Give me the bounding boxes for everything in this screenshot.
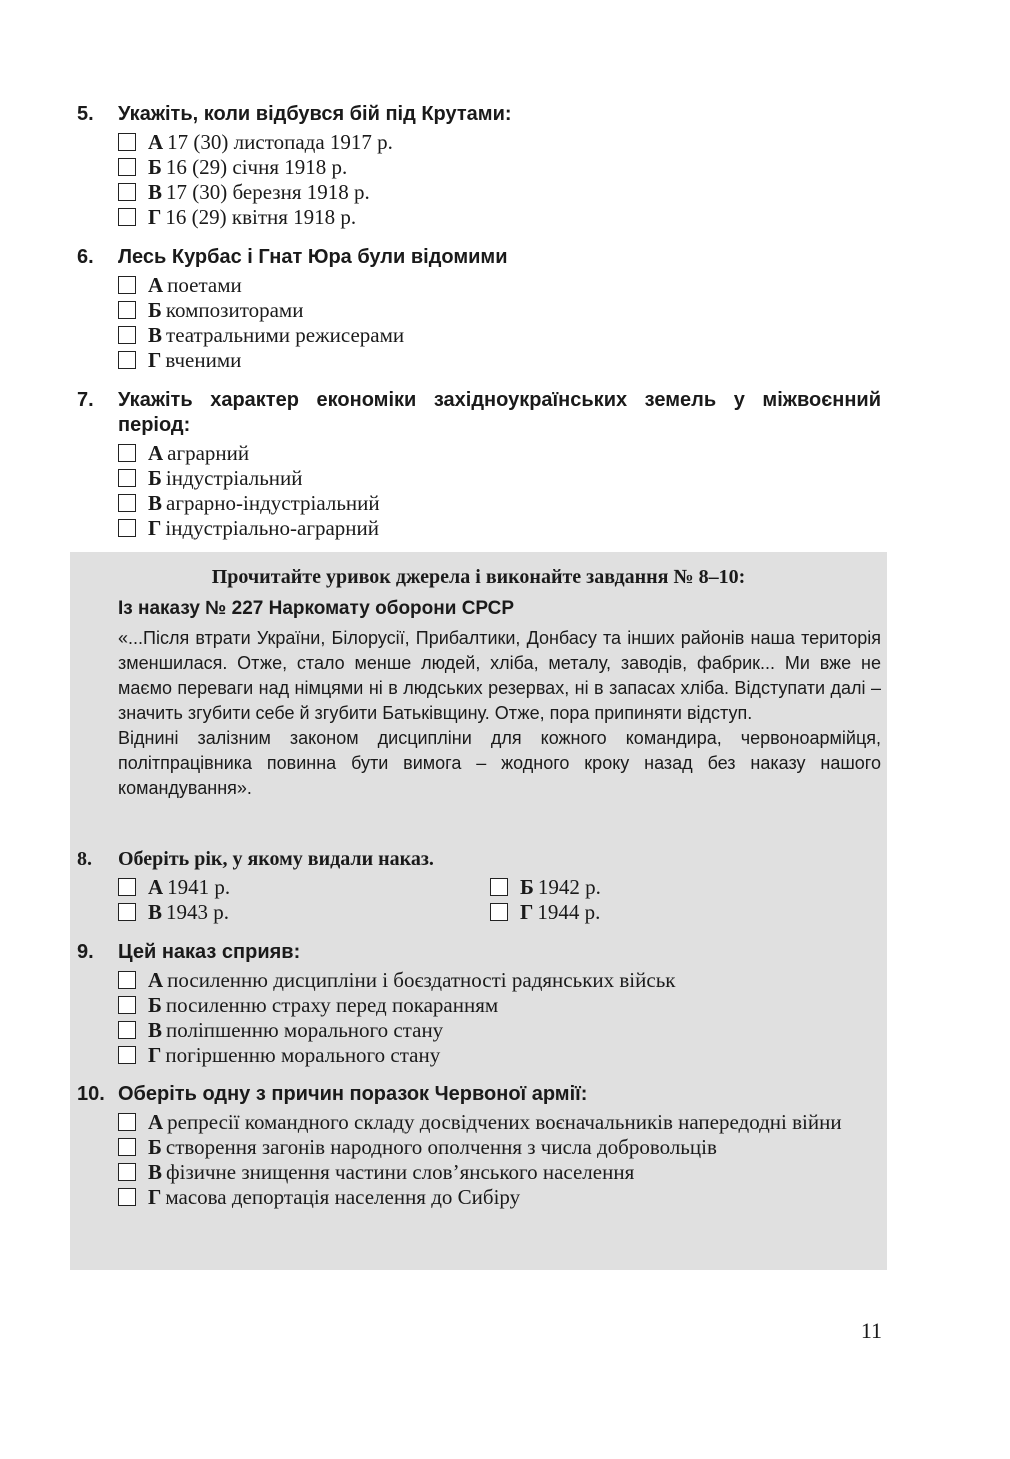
question-7 <box>77 388 881 541</box>
question-number: 7. <box>77 389 94 411</box>
checkbox[interactable] <box>118 276 136 294</box>
checkbox[interactable] <box>118 494 136 512</box>
answer-option-h[interactable]: Г масова депортація населення до Сибіру <box>118 1185 881 1210</box>
checkbox[interactable] <box>490 903 508 921</box>
answer-option-a[interactable]: А аграрний <box>118 441 881 466</box>
page-number: 11 <box>860 1318 882 1343</box>
checkbox[interactable] <box>118 301 136 319</box>
source-paragraph: Віднині залізним законом дисципліни для кожного командира, червоноармійця, політпрацівника повинна бути вимога – жодного кроку назад без наказу нашого командування». <box>118 728 881 798</box>
answer-option-h[interactable]: Г погіршенню морального стану <box>118 1043 881 1068</box>
question-text: Оберіть одну з причин поразок Червоної армії: <box>118 1083 588 1105</box>
answer-option-v[interactable]: В 17 (30) березня 1918 р. <box>118 180 881 205</box>
checkbox[interactable] <box>118 158 136 176</box>
checkbox[interactable] <box>118 1113 136 1131</box>
answer-option-v[interactable]: В театральними режисерами <box>118 323 881 348</box>
source-paragraph: «...Після втрати України, Білорусії, Прибалтики, Донбасу та інших районів наша територія зменшилася. Отже, стало менше людей, хліба, металу, заводів, фабрик... Ми вже не маємо переваги над німцями ні в людських резервах, ні в запасах хліба. Відступати далі – значить згубити себе й згубити Батьківщину. Отже, пора припиняти відступ. <box>118 628 881 723</box>
question-number: 9. <box>77 941 94 963</box>
source-title: Із наказу № 227 Наркомату оборони СРСР <box>118 598 515 619</box>
checkbox[interactable] <box>118 444 136 462</box>
answer-option-a[interactable]: А 1941 р. <box>118 875 490 900</box>
answer-option-v[interactable]: В поліпшенню морального стану <box>118 1018 881 1043</box>
checkbox[interactable] <box>118 878 136 896</box>
question-6 <box>77 245 881 373</box>
question-text: Цей наказ сприяв: <box>118 941 301 963</box>
answer-option-h[interactable]: Г 1944 р. <box>490 900 881 925</box>
question-number: 6. <box>77 246 94 268</box>
checkbox[interactable] <box>118 971 136 989</box>
checkbox[interactable] <box>118 903 136 921</box>
checkbox[interactable] <box>118 133 136 151</box>
checkbox[interactable] <box>118 1188 136 1206</box>
answer-option-h[interactable]: Г індустріально-аграрний <box>118 516 881 541</box>
checkbox[interactable] <box>118 1021 136 1039</box>
answer-option-b[interactable]: Б посиленню страху перед покаранням <box>118 993 881 1018</box>
checkbox[interactable] <box>118 1138 136 1156</box>
checkbox[interactable] <box>118 208 136 226</box>
checkbox[interactable] <box>118 469 136 487</box>
answer-option-v[interactable]: В аграрно-індустріальний <box>118 491 881 516</box>
question-text: Укажіть характер економіки західноукраїнських земель у міжвоєнний період: <box>118 389 881 436</box>
question-text: Лесь Курбас і Гнат Юра були відомими <box>118 246 508 268</box>
answer-option-a[interactable]: А 17 (30) листопада 1917 р. <box>118 130 881 155</box>
answer-option-b[interactable]: Б індустріальний <box>118 466 881 491</box>
checkbox[interactable] <box>118 1163 136 1181</box>
checkbox[interactable] <box>118 1046 136 1064</box>
question-9 <box>77 940 881 1068</box>
answer-option-b[interactable]: Б створення загонів народного ополчення з числа добровольців <box>118 1135 881 1160</box>
source-excerpt <box>118 626 881 801</box>
checkbox[interactable] <box>118 519 136 537</box>
question-text: Укажіть, коли відбувся бій під Крутами: <box>118 103 512 125</box>
answer-option-h[interactable]: Г 16 (29) квітня 1918 р. <box>118 205 881 230</box>
answer-option-v[interactable]: В фізичне знищення частини слов’янського населення <box>118 1160 881 1185</box>
answer-option-h[interactable]: Г вченими <box>118 348 881 373</box>
source-instruction: Прочитайте уривок джерела і виконайте завдання № 8–10: <box>211 566 746 588</box>
checkbox[interactable] <box>118 183 136 201</box>
answer-option-b[interactable]: Б композиторами <box>118 298 881 323</box>
question-8 <box>77 847 881 925</box>
answer-option-v[interactable]: В 1943 р. <box>118 900 490 925</box>
answer-option-a[interactable]: А посиленню дисципліни і боєздатності радянських військ <box>118 968 881 993</box>
answer-option-b[interactable]: Б 1942 р. <box>490 875 881 900</box>
checkbox[interactable] <box>118 326 136 344</box>
question-5 <box>77 102 881 230</box>
checkbox[interactable] <box>118 351 136 369</box>
checkbox[interactable] <box>118 996 136 1014</box>
question-10 <box>77 1082 881 1210</box>
answer-option-a[interactable]: А репресії командного складу досвідчених воєначальників напередодні війни <box>118 1110 881 1135</box>
answer-option-b[interactable]: Б 16 (29) січня 1918 р. <box>118 155 881 180</box>
question-number: 8. <box>77 848 92 870</box>
checkbox[interactable] <box>490 878 508 896</box>
question-number: 5. <box>77 103 94 125</box>
question-text: Оберіть рік, у якому видали наказ. <box>118 848 434 870</box>
answer-option-a[interactable]: А поетами <box>118 273 881 298</box>
question-number: 10. <box>77 1083 105 1105</box>
